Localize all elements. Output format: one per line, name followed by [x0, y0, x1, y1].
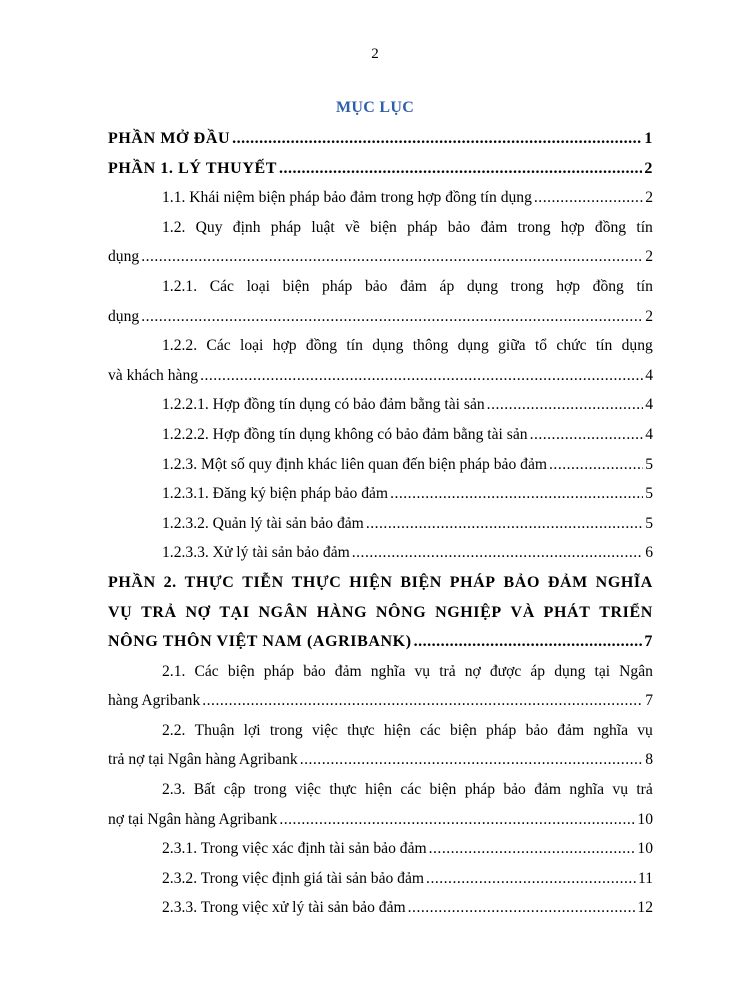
toc-entry-title: 1.2.2.1. Hợp đồng tín dụng có bảo đảm bằng tài sản: [162, 396, 485, 414]
toc-entry-page: 5: [645, 485, 653, 503]
toc-entry-text-line: VỤ TRẢ NỢ TẠI NGÂN HÀNG NÔNG NGHIỆP VÀ PHÁT TRIỂN: [108, 603, 653, 621]
dot-leader: [141, 302, 643, 332]
toc-entry-title: 2.3.3. Trong việc xử lý tài sản bảo đảm: [162, 899, 406, 917]
toc-entry-title: 1.2.3. Một số quy định khác liên quan đến biện pháp bảo đảm: [162, 455, 548, 473]
toc-entry-page: 7: [644, 633, 653, 651]
toc-entry[interactable]: [108, 450, 653, 480]
toc-entry-page: 1: [644, 130, 653, 147]
toc-entry-title: 2.3.2. Trong việc định giá tài sản bảo đảm: [162, 869, 425, 887]
toc-entry-title: 1.2.3.2. Quản lý tài sản bảo đảm: [162, 514, 364, 532]
toc-entry[interactable]: [108, 864, 653, 894]
toc-entry-title: dụng: [108, 307, 140, 325]
toc-entry-page: 2: [645, 307, 653, 325]
toc-entry-title: PHẦN MỞ ĐẦU: [108, 130, 231, 147]
toc-entry-page: 11: [637, 869, 653, 887]
toc-entry-title: NÔNG THÔN VIỆT NAM (AGRIBANK): [108, 633, 412, 651]
dot-leader: [429, 834, 636, 864]
toc-entry-page: 5: [645, 455, 653, 473]
dot-leader: [534, 183, 643, 213]
toc-entry-title: hàng Agribank: [108, 692, 201, 710]
toc-entry[interactable]: [108, 716, 653, 775]
dot-leader: [408, 893, 636, 923]
dot-leader: [487, 390, 644, 420]
toc-entry[interactable]: [108, 775, 653, 834]
toc-entry[interactable]: [108, 183, 653, 213]
toc-entry[interactable]: [108, 420, 653, 450]
toc-entry-page: 2: [645, 189, 653, 207]
toc-entry-text-line: 2.1. Các biện pháp bảo đảm nghĩa vụ trả nợ được áp dụng tại Ngân: [162, 662, 653, 680]
toc-entry[interactable]: [108, 509, 653, 539]
dot-leader: [390, 479, 643, 509]
toc-entry-title: nợ tại Ngân hàng Agribank: [108, 810, 278, 828]
toc-entry-title: dụng: [108, 248, 140, 266]
toc-entry-text-line: 2.3. Bất cập trong việc thực hiện các biện pháp bảo đảm nghĩa vụ trả: [162, 781, 653, 799]
dot-leader: [414, 627, 643, 657]
toc-entry-page: 5: [645, 514, 653, 532]
toc-entry-page: 4: [645, 396, 653, 414]
dot-leader: [549, 450, 643, 480]
toc-entry-text-line: 1.2.2. Các loại hợp đồng tín dụng thông dụng giữa tổ chức tín dụng: [162, 337, 653, 355]
toc-entry[interactable]: [108, 538, 653, 568]
toc-entry-text-line: 1.2. Quy định pháp luật về biện pháp bảo đảm trong hợp đồng tín: [162, 218, 653, 236]
dot-leader: [141, 242, 643, 272]
toc-entry[interactable]: [108, 272, 653, 331]
toc-entry-page: 4: [645, 425, 653, 443]
toc-entry-title: 1.2.3.1. Đăng ký biện pháp bảo đảm: [162, 485, 389, 503]
toc-entry-page: 10: [637, 810, 653, 828]
toc-entry-title: 1.2.3.3. Xử lý tài sản bảo đảm: [162, 544, 350, 562]
dot-leader: [426, 864, 636, 894]
toc-entry-page: 2: [644, 159, 653, 177]
toc-entry-title: 2.3.1. Trong việc xác định tài sản bảo đảm: [162, 840, 427, 858]
toc-entry-page: 4: [645, 366, 653, 384]
dot-leader: [200, 361, 643, 391]
toc-entry[interactable]: [108, 154, 653, 184]
dot-leader: [202, 686, 643, 716]
toc-entry[interactable]: [108, 124, 653, 154]
toc-entry-title: trả nợ tại Ngân hàng Agribank: [108, 751, 298, 769]
page-number: 2: [371, 46, 379, 62]
dot-leader: [352, 538, 643, 568]
table-of-contents: [108, 124, 653, 923]
toc-entry-page: 6: [645, 544, 653, 562]
dot-leader: [279, 154, 642, 184]
toc-entry[interactable]: [108, 893, 653, 923]
toc-entry-text-line: 1.2.1. Các loại biện pháp bảo đảm áp dụng trong hợp đồng tín: [162, 277, 653, 295]
toc-entry[interactable]: [108, 568, 653, 657]
dot-leader: [279, 805, 635, 835]
dot-leader: [366, 509, 643, 539]
toc-entry[interactable]: [108, 331, 653, 390]
toc-entry-page: 2: [645, 248, 653, 266]
toc-entry[interactable]: [108, 390, 653, 420]
dot-leader: [530, 420, 644, 450]
toc-entry-page: 7: [645, 692, 653, 710]
toc-entry[interactable]: [108, 834, 653, 864]
toc-entry[interactable]: [108, 213, 653, 272]
toc-entry-page: 12: [637, 899, 653, 917]
toc-entry-title: và khách hàng: [108, 366, 199, 384]
toc-entry-page: 10: [637, 840, 653, 858]
dot-leader: [232, 124, 642, 154]
toc-title: MỤC LỤC: [335, 99, 415, 116]
toc-entry[interactable]: [108, 657, 653, 716]
toc-entry-title: PHẦN 1. LÝ THUYẾT: [108, 159, 278, 177]
toc-entry-text-line: PHẦN 2. THỰC TIỄN THỰC HIỆN BIỆN PHÁP BẢO ĐẢM NGHĨA: [108, 573, 653, 591]
dot-leader: [300, 745, 644, 775]
toc-entry[interactable]: [108, 479, 653, 509]
toc-entry-title: 1.1. Khái niệm biện pháp bảo đảm trong hợp đồng tín dụng: [162, 189, 532, 207]
toc-entry-text-line: 2.2. Thuận lợi trong việc thực hiện các biện pháp bảo đảm nghĩa vụ: [162, 721, 653, 739]
toc-entry-page: 8: [645, 751, 653, 769]
toc-entry-title: 1.2.2.2. Hợp đồng tín dụng không có bảo đảm bằng tài sản: [162, 425, 528, 443]
